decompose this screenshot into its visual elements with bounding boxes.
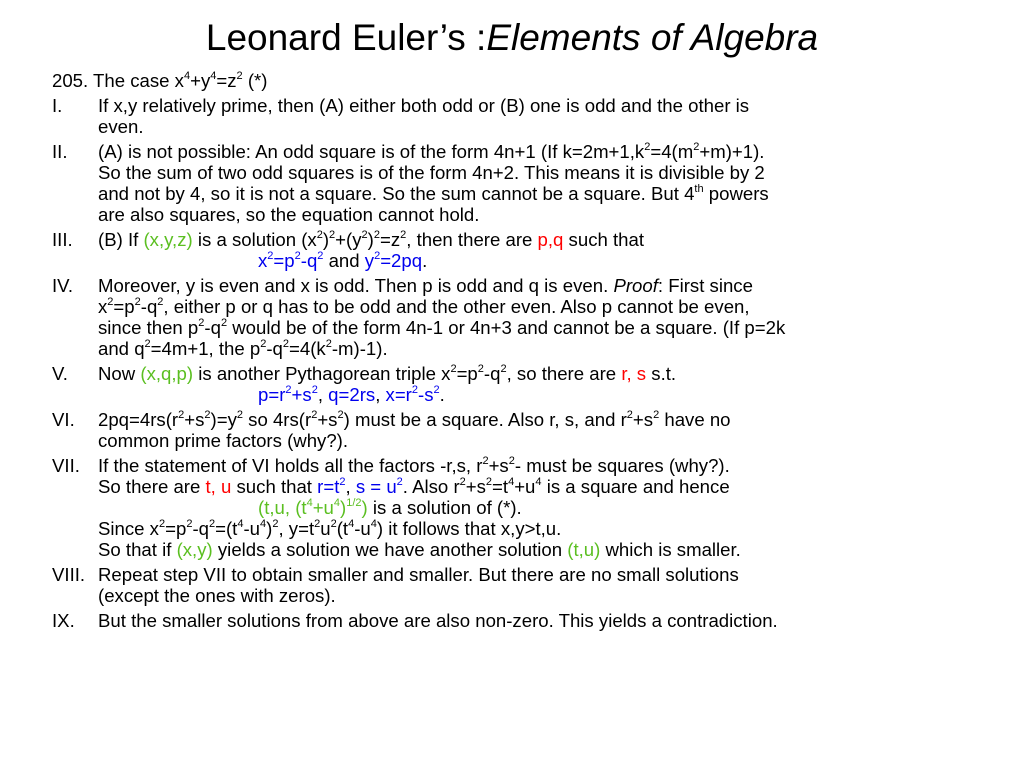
green-text: (t,u): [567, 539, 601, 560]
sup: 2: [361, 228, 368, 241]
item-line: [98, 141, 992, 162]
sup: 2: [317, 249, 324, 262]
list-item-3: [52, 229, 992, 271]
sup: 2: [330, 517, 337, 530]
text: ,: [375, 384, 386, 405]
item-number: IV.: [52, 275, 74, 296]
title-prefix: Leonard Euler’s :: [205, 17, 487, 58]
text: . Also r: [402, 476, 460, 497]
sup: 2: [400, 228, 407, 241]
sup: 2: [186, 517, 193, 530]
item-number: V.: [52, 363, 68, 384]
green-text: (x,q,p): [140, 363, 194, 384]
sup: 2: [316, 228, 323, 241]
text: +s: [632, 409, 654, 430]
sup: 2: [178, 408, 185, 421]
text: powers: [703, 183, 769, 204]
sup: 2: [325, 337, 332, 350]
sup: 2: [693, 140, 700, 153]
text: ): [322, 229, 330, 250]
item-line: are also squares, so the equation cannot hold.: [98, 204, 480, 225]
text: x: [98, 296, 108, 317]
text: =p: [165, 518, 187, 539]
intro-text: =z: [216, 70, 237, 91]
item-line: [98, 317, 992, 338]
text: -q: [483, 363, 501, 384]
sup: 2: [644, 140, 651, 153]
sup: 2: [374, 249, 381, 262]
item-line: [98, 229, 992, 250]
text: =t: [492, 476, 509, 497]
green-text: ): [361, 497, 368, 518]
text: =4m+1, the p: [150, 338, 261, 359]
text: since then p: [98, 317, 199, 338]
sup: 2: [459, 475, 466, 488]
blue-text: =2pq: [380, 250, 423, 271]
sup: 4: [333, 496, 341, 509]
text: is a solution of (*).: [367, 497, 522, 518]
sup: 2: [285, 383, 292, 396]
blue-text: p=r: [258, 384, 286, 405]
text: +s: [465, 476, 486, 497]
sup: 2: [508, 454, 515, 467]
text: =4(k: [289, 338, 326, 359]
text: and not by 4, so it is not a square. So the sum cannot be a square. But 4: [98, 183, 695, 204]
sup: 2: [158, 517, 166, 530]
text: +(y: [335, 229, 362, 250]
text: ,: [345, 476, 356, 497]
text: )=y: [210, 409, 237, 430]
text: (A) is not possible: An odd square is of the form 4n+1 (If k=2m+1,k: [98, 141, 645, 162]
sup: 2: [433, 383, 440, 396]
red-text: p,q: [537, 229, 564, 250]
text: and: [323, 250, 365, 271]
sup: 2: [198, 316, 205, 329]
item-number: VIII.: [52, 564, 86, 585]
sup: 2: [477, 362, 484, 375]
slide-title: [0, 14, 1024, 62]
sup: 4: [260, 517, 267, 530]
text: =p: [456, 363, 478, 384]
text: would be of the form 4n-1 or 4n+3 and cannot be a square. (If p=2k: [227, 317, 786, 338]
item-line: common prime factors (why?).: [98, 430, 349, 451]
sup: th: [694, 182, 704, 195]
item-number: II.: [52, 141, 68, 162]
sup: 2: [396, 475, 403, 488]
text: +s: [317, 409, 338, 430]
text: so 4rs(r: [243, 409, 312, 430]
text: and q: [98, 338, 145, 359]
sup: 1/2: [346, 496, 362, 509]
item-number: IX.: [52, 610, 75, 631]
item-line: even.: [98, 116, 144, 137]
item-line: [98, 296, 992, 317]
text: : First since: [657, 275, 753, 296]
intro-text: 205. The case x: [52, 70, 184, 91]
item-line: But the smaller solutions from above are also non-zero. This yields a contradiction.: [98, 610, 778, 631]
text: -u: [243, 518, 260, 539]
item-line: [98, 518, 992, 539]
item-number: VI.: [52, 409, 75, 430]
item-line: [98, 384, 992, 405]
list-item-8: [52, 564, 992, 606]
text: So that if: [98, 539, 177, 560]
text: ): [367, 229, 374, 250]
sup: 2: [626, 408, 633, 421]
sup: 2: [500, 362, 507, 375]
sup: 2: [260, 337, 267, 350]
slide-body: [52, 70, 992, 635]
sup: 2: [482, 454, 489, 467]
text: is another Pythagorean triple x: [193, 363, 451, 384]
text: such that: [231, 476, 318, 497]
text: +s: [184, 409, 205, 430]
sup: 2: [107, 295, 114, 308]
text: is a square and hence: [541, 476, 730, 497]
sup: 2: [282, 337, 290, 350]
text: (B) If: [98, 229, 144, 250]
list-item-7: [52, 455, 992, 560]
intro-line: [52, 70, 992, 95]
text: .: [422, 250, 428, 271]
text: have no: [659, 409, 731, 430]
sup: 2: [653, 408, 660, 421]
item-line: [98, 363, 992, 384]
list-item-2: [52, 141, 992, 225]
sup: 4: [348, 517, 355, 530]
intro-text: (*): [242, 70, 268, 91]
item-line: (except the ones with zeros).: [98, 585, 336, 606]
sup: 2: [314, 517, 321, 530]
sup: 2: [411, 383, 419, 396]
sup: 2: [311, 408, 318, 421]
list-item-5: [52, 363, 992, 405]
item-line: Repeat step VII to obtain smaller and smaller. But there are no small solutions: [98, 564, 739, 585]
text: ) it follows that x,y>t,u.: [376, 518, 562, 539]
item-line: If x,y relatively prime, then (A) either both odd or (B) one is odd and the other is: [98, 95, 750, 116]
text: =p: [113, 296, 135, 317]
sup: 2: [329, 228, 336, 241]
text: which is smaller.: [600, 539, 741, 560]
text: ,: [317, 384, 329, 405]
text: Moreover, y is even and x is odd. Then p is odd and q is even.: [98, 275, 614, 296]
text: yields a solution we have another solution: [212, 539, 568, 560]
intro-sup: 2: [236, 69, 243, 82]
sup: 2: [294, 249, 301, 262]
text: such that: [563, 229, 645, 250]
item-line: [98, 539, 992, 560]
item-line: [98, 338, 992, 359]
text: u: [320, 518, 331, 539]
blue-text: +s: [291, 384, 312, 405]
blue-text: r=t: [317, 476, 340, 497]
sup: 2: [485, 475, 493, 488]
list-item-6: [52, 409, 992, 451]
text: -q: [192, 518, 209, 539]
text: -q: [140, 296, 158, 317]
text: .: [439, 384, 445, 405]
sup: 2: [208, 517, 216, 530]
blue-text: s = u: [355, 476, 397, 497]
green-text: +u: [312, 497, 334, 518]
sup: 2: [204, 408, 211, 421]
intro-text: +y: [190, 70, 211, 91]
blue-text: y: [364, 250, 375, 271]
text: s.t.: [646, 363, 677, 384]
item-line: [98, 497, 992, 518]
item-line: So the sum of two odd squares is of the form 4n+2. This means it is divisible by 2: [98, 162, 765, 183]
sup: 2: [311, 383, 318, 396]
sup: 2: [134, 295, 141, 308]
text: Now: [98, 363, 141, 384]
red-text: t, u: [205, 476, 232, 497]
item-line: [98, 476, 992, 497]
sup: 4: [370, 517, 377, 530]
text: ) must be a square. Also r, s, and r: [343, 409, 627, 430]
text: -q: [266, 338, 283, 359]
item-line: [98, 275, 992, 296]
text: , either p or q has to be odd and the other even. Also p cannot be even,: [163, 296, 750, 317]
sup: 4: [306, 496, 313, 509]
text: -m)-1).: [331, 338, 388, 359]
text: - must be squares (why?).: [514, 455, 730, 476]
text: If the statement of VI holds all the factors -r,s, r: [98, 455, 483, 476]
sup: 2: [450, 362, 457, 375]
text: (t: [336, 518, 349, 539]
item-line: [98, 183, 992, 204]
sup: 2: [157, 295, 164, 308]
text: =4(m: [650, 141, 694, 162]
text: =(t: [215, 518, 238, 539]
sup: 2: [272, 517, 279, 530]
intro-sup: 4: [183, 69, 191, 82]
green-text: (x,y): [176, 539, 213, 560]
text: +m)+1).: [699, 141, 765, 162]
sup: 2: [220, 316, 228, 329]
sup: 2: [267, 249, 274, 262]
item-line: [98, 409, 992, 430]
green-text: ): [340, 497, 347, 518]
text: ): [266, 518, 273, 539]
text: , then there are: [406, 229, 538, 250]
blue-text: x: [258, 250, 268, 271]
blue-text: x=r: [385, 384, 412, 405]
item-number: I.: [52, 95, 63, 116]
sup: 2: [236, 408, 243, 421]
blue-text: =p: [273, 250, 295, 271]
text: +s: [488, 455, 509, 476]
green-text: (t,u, (t: [258, 497, 307, 518]
blue-text: -s: [418, 384, 434, 405]
item-line: [98, 455, 992, 476]
text: 2pq=4rs(r: [98, 409, 179, 430]
text: is a solution (x: [192, 229, 317, 250]
item-line: [98, 250, 992, 271]
text: , y=t: [278, 518, 315, 539]
text: Since x: [98, 518, 159, 539]
text: So there are: [98, 476, 206, 497]
list-item-9: [52, 610, 992, 631]
sup: 4: [535, 475, 542, 488]
item-number: III.: [52, 229, 73, 250]
text: =z: [379, 229, 401, 250]
sup: 4: [508, 475, 515, 488]
red-text: r, s: [621, 363, 647, 384]
italic-text: Proof: [613, 275, 658, 296]
sup: 2: [339, 475, 346, 488]
text: +u: [514, 476, 536, 497]
sup: 2: [337, 408, 344, 421]
text: , so there are: [506, 363, 622, 384]
list-item-1: [52, 95, 992, 137]
list-item-4: [52, 275, 992, 359]
sup: 2: [373, 228, 380, 241]
sup: 4: [237, 517, 244, 530]
intro-sup: 4: [210, 69, 217, 82]
text: -u: [354, 518, 371, 539]
item-number: VII.: [52, 455, 80, 476]
text: -q: [204, 317, 221, 338]
sup: 2: [144, 337, 151, 350]
title-italic: Elements of Algebra: [486, 17, 819, 58]
blue-text: q=2rs: [328, 384, 376, 405]
green-text: (x,y,z): [143, 229, 193, 250]
blue-text: -q: [300, 250, 318, 271]
